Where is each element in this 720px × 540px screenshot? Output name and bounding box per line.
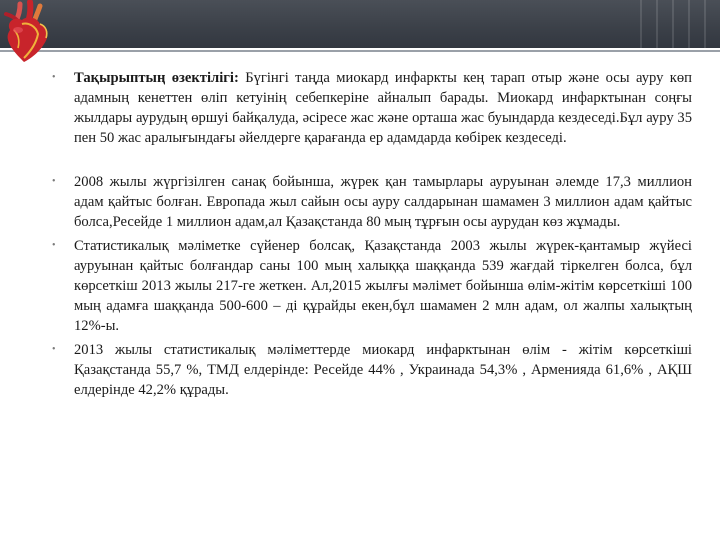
bullet-text: 2008 жылы жүргізілген санақ бойынша, жүрек қан тамырлары ауруынан әлемде 17,3 миллион адам қайтыс болған. Европада жыл сайын осы ауру салдарынан шамамен 3 миллион адам қайтыс болса,Ресейде 1 миллион адам,ал Қазақстанда 80 мың тұрғын осы аурудан көз жұмады.: [74, 174, 692, 230]
bullet-heading: Тақырыптың өзектілігі:: [74, 70, 239, 86]
bullet-mark: •: [52, 176, 56, 187]
bullet-2008-stats: [52, 172, 692, 232]
bullet-2013-stats: [52, 340, 692, 400]
header-divider: [0, 48, 720, 49]
bullet-relevance: [52, 68, 692, 148]
bullet-mark: •: [52, 240, 56, 251]
heart-icon: [0, 0, 62, 64]
bullet-mark: •: [52, 344, 56, 355]
bullet-body: Бүгінгі таңда миокард инфаркты кең тарап отыр және осы ауру көп адамның кенеттен өліп кетуінің себепкеріне айналып барады. Миокард инфарктынан соңғы жылдары аурудың өршуі байқалуда, әсіресе жас және орташа жас буындарда кездеседі.Бұл ауру 35 пен 50 жас аралығындағы әйелдерге қарағанда ер адамдарда көбірек кездеседі.: [74, 70, 692, 146]
slide-content: [52, 68, 692, 400]
header-divider-shadow: [0, 50, 720, 52]
bullet-mark: •: [52, 72, 56, 83]
bullet-text: Статистикалық мәліметке сүйенер болсақ, Қазақстанда 2003 жылы жүрек-қантамыр жүйесі ауруынан қайтыс болғандар саны 100 мың халыққа шаққанда 539 жағдай тіркелген болса, бұл көрсеткіш 2013 жылы 217-ге жеткен. Ал,2015 жылғы мәлімет бойынша өлім-жітім көрсеткіші 100 мың адамға шаққанда 500-600 – ді құрайды екен,бұл шамамен 2 млн адам, ол жалпы халықтың 12%-ы.: [74, 238, 692, 334]
header-band: [0, 0, 720, 48]
bullet-kazakhstan-stats: [52, 236, 692, 336]
header-stripes: [640, 0, 720, 48]
bullet-text: 2013 жылы статистикалық мәліметтерде миокард инфарктынан өлім - жітім көрсеткіші Қазақстанда 55,7 %, ТМД елдерінде: Ресейде 44% , Украинада 54,3% , Арменияда 61,6% , АҚШ елдерінде 42,2% құрады.: [74, 342, 692, 398]
bullet-text: [74, 68, 692, 148]
